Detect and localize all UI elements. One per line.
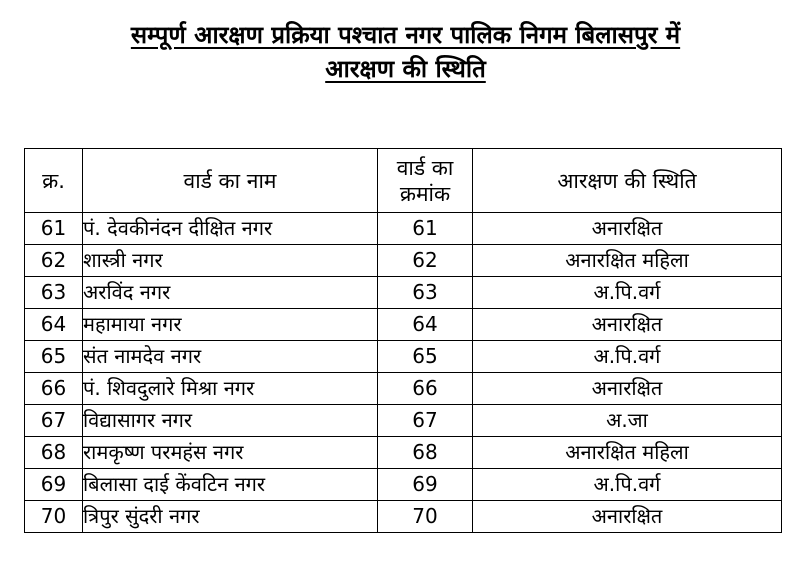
cell-reservation-status: अनारक्षित महिला [473, 245, 782, 277]
cell-ward-name: महामाया नगर [83, 309, 378, 341]
cell-reservation-status: अनारक्षित महिला [473, 437, 782, 469]
cell-reservation-status: अ.जा [473, 405, 782, 437]
table-row [25, 437, 782, 469]
title-line-1: सम्पूर्ण आरक्षण प्रक्रिया पश्चात नगर पालिक निगम बिलासपुर में [130, 21, 681, 49]
table-row [25, 373, 782, 405]
cell-ward-name: बिलासा दाई केंवटिन नगर [83, 469, 378, 501]
table-row [25, 309, 782, 341]
table-row [25, 245, 782, 277]
header-ward-number-line-2: क्रमांक [399, 181, 451, 206]
cell-ward-name: संत नामदेव नगर [83, 341, 378, 373]
cell-ward-number: 68 [378, 437, 473, 469]
cell-reservation-status: अनारक्षित [473, 309, 782, 341]
cell-serial-number: 69 [25, 469, 83, 501]
cell-ward-number: 69 [378, 469, 473, 501]
table-row [25, 469, 782, 501]
cell-reservation-status: अ.पि.वर्ग [473, 277, 782, 309]
table-row [25, 277, 782, 309]
table-row [25, 341, 782, 373]
cell-reservation-status: अनारक्षित [473, 501, 782, 533]
cell-ward-name: पं. देवकीनंदन दीक्षित नगर [83, 213, 378, 245]
cell-serial-number: 63 [25, 277, 83, 309]
cell-reservation-status: अनारक्षित [473, 373, 782, 405]
cell-serial-number: 65 [25, 341, 83, 373]
cell-ward-name: पं. शिवदुलारे मिश्रा नगर [83, 373, 378, 405]
cell-serial-number: 61 [25, 213, 83, 245]
header-serial-number: क्र. [25, 149, 83, 213]
cell-ward-number: 62 [378, 245, 473, 277]
header-reservation-status: आरक्षण की स्थिति [473, 149, 782, 213]
cell-ward-number: 66 [378, 373, 473, 405]
cell-ward-name: अरविंद नगर [83, 277, 378, 309]
cell-ward-number: 61 [378, 213, 473, 245]
header-ward-number [378, 149, 473, 213]
cell-serial-number: 68 [25, 437, 83, 469]
cell-ward-number: 70 [378, 501, 473, 533]
cell-ward-number: 63 [378, 277, 473, 309]
table-row [25, 405, 782, 437]
cell-ward-number: 67 [378, 405, 473, 437]
cell-ward-name: शास्त्री नगर [83, 245, 378, 277]
title-line-2: आरक्षण की स्थिति [325, 55, 486, 83]
cell-serial-number: 67 [25, 405, 83, 437]
cell-reservation-status: अनारक्षित [473, 213, 782, 245]
cell-ward-name: रामकृष्ण परमहंस नगर [83, 437, 378, 469]
cell-ward-number: 64 [378, 309, 473, 341]
cell-serial-number: 62 [25, 245, 83, 277]
reservation-table [24, 148, 782, 533]
cell-serial-number: 70 [25, 501, 83, 533]
cell-reservation-status: अ.पि.वर्ग [473, 341, 782, 373]
header-ward-number-line-1: वार्ड का [396, 155, 454, 180]
cell-reservation-status: अ.पि.वर्ग [473, 469, 782, 501]
cell-serial-number: 66 [25, 373, 83, 405]
table-header-row [25, 149, 782, 213]
cell-serial-number: 64 [25, 309, 83, 341]
header-ward-name: वार्ड का नाम [83, 149, 378, 213]
cell-ward-name: त्रिपुर सुंदरी नगर [83, 501, 378, 533]
table-row [25, 501, 782, 533]
table-row [25, 213, 782, 245]
cell-ward-number: 65 [378, 341, 473, 373]
document-title [0, 18, 811, 86]
cell-ward-name: विद्यासागर नगर [83, 405, 378, 437]
